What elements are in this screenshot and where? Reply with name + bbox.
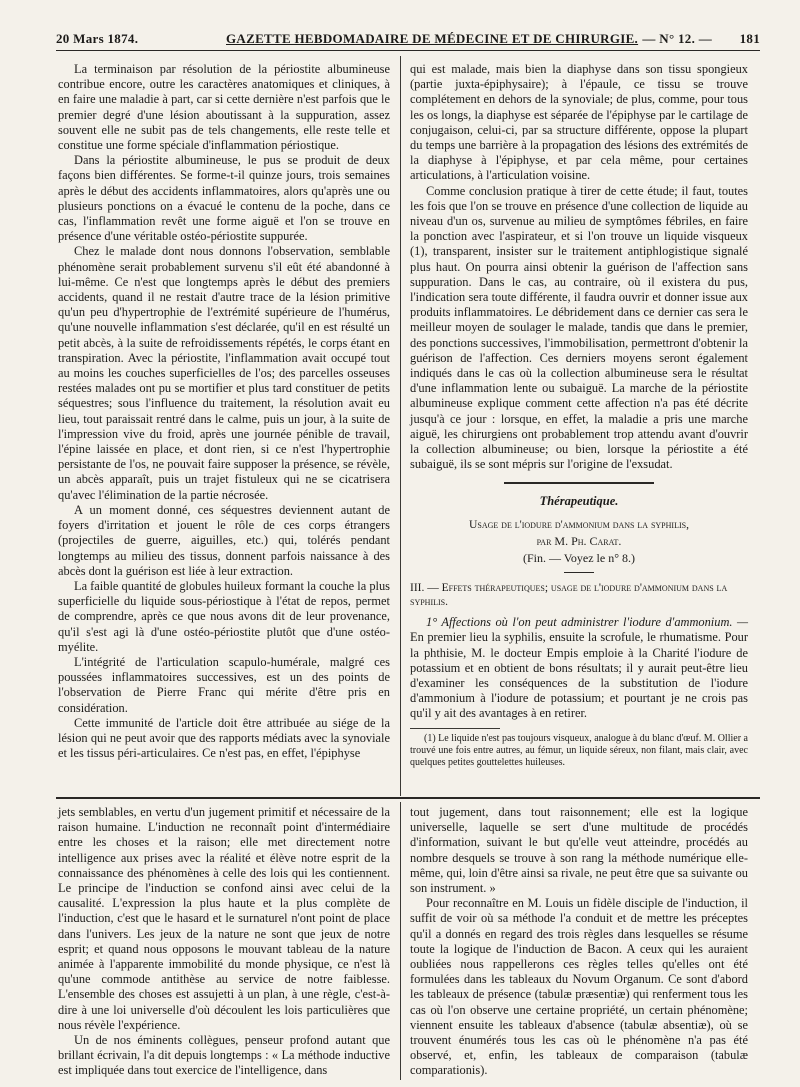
paragraph: L'intégrité de l'articulation scapulo-humérale, malgré ces poussées inflammatoires successives, est un des points de l'observation de Pierre Franc qui mérite d'être pris en considération. xyxy=(58,654,390,715)
article-continuation-note: (Fin. — Voyez le n° 8.) xyxy=(522,550,635,565)
header-issue-number: — N° 12. — xyxy=(642,31,712,46)
paragraph: La terminaison par résolution de la périostite albumineuse contribue encore, outre les caractères anatomiques et cliniques, à en faire une maladie à part, car si cette dernière n'est parfois que le premier degré d'une lésion aboutissant à la suppuration, assez souvent elle ne subit pas de tels changements, elle reste telle et constitue une forme spéciale d'inflammation périostique. xyxy=(58,62,390,153)
subsection-text: En premier lieu la syphilis, ensuite la scrofule, le rhumatisme. Pour la phthisie, M. le docteur Empis emploie à la Charité l'iodure de potassium et en obtient de bons résultats; il y aurait peut-être lieu d'examiner les conséquences de la substitution de l'iodure d'ammonium à l'iodure de potassium; et pourtant je ne crois pas qu'il y ait des avantages à en retirer. xyxy=(410,630,748,721)
column-right-bottom xyxy=(410,805,748,1079)
part-heading: III. — Effets thérapeutiques; usage de l'iodure d'ammonium dans la syphilis. xyxy=(410,582,728,609)
paragraph: A un moment donné, ces séquestres deviennent autant de foyers d'irritation et jouent le rôle de ces corps étrangers (projectiles de guerre, aiguilles, etc.) qui, tolérés pendant longtemps au milieu des tissus, donnent parfois naissance à des abcès dont la guérison est liée à leur extraction. xyxy=(58,502,390,578)
column-left-top xyxy=(58,62,390,761)
paragraph: Cette immunité de l'article doit être attribuée au siége de la lésion qui ne peut avoir que des rapports médiats avec la synoviale et les tissus péri-articulaires. Ce n'est pas, en effet, l'épiphyse xyxy=(58,715,390,761)
paragraph: Pour reconnaître en M. Louis un fidèle disciple de l'induction, il suffit de voir où sa méthode l'a conduit et de mettre les préceptes qu'il a donnés en regard des trois règles dans lesquelles se résume toute la logique de l'induction de Bacon. A ceux qui les auraient oubliées nous rappellerons ces règles telles qu'elles ont été formulées dans les tableaux du Novum Organum. Ce sont d'abord les tableaux de présence (tabulæ præsentiæ) qui renferment tous les cas où l'on observe une certaine propriété, un certain phénomène; viennent ensuite les tableaux d'absence (tabulæ absentiæ), où se trouvent énumérés tous les cas où le phénomène n'a pas été observé, et, enfin, les tableaux de comparaison (tabulæ comparationis). xyxy=(410,896,748,1078)
footnote-rule xyxy=(410,728,500,729)
header-title: GAZETTE HEBDOMADAIRE DE MÉDECINE ET DE CHIRURGIE. xyxy=(226,31,639,46)
paragraph: Un de nos éminents collègues, penseur profond autant que brillant écrivain, l'a dit depuis longtemps : « La méthode inductive est impliquée dans tout exercice de l'intelligence, dans xyxy=(58,1033,390,1078)
paragraph: tout jugement, dans tout raisonnement; elle est la logique universelle, laquelle se sert d'une multitude de procédés d'information, suivant le but qu'elle veut atteindre, procédés au nombre desquels se trouve à son rang la méthode numérique elle-même, qui, loin d'être ainsi sa rivale, ne peut être que sa suivante ou son instrument. » xyxy=(410,805,748,896)
article-author: par M. Ph. Carat. xyxy=(536,533,622,548)
section-separator xyxy=(56,797,760,799)
paragraph: La faible quantité de globules huileux formant la couche la plus superficielle du liquide sous-périostique à l'état de repos, permet de comprendre, après ce que nous avons dit de leur provenance, qu'il s'est agi là d'une ostéo-périostite plutôt que d'une ostéo-myélite. xyxy=(58,578,390,654)
column-divider-top xyxy=(400,56,401,796)
subsection-heading: 1° Affections où l'on peut administrer l'iodure d'ammonium. — xyxy=(426,615,748,630)
paragraph: Chez le malade dont nous donnons l'observation, semblable phénomène serait probablement survenu s'il eût été abandonné à lui-même. Ce n'est que longtemps après le début des premiers accidents, quand il ne restait d'autre trace de la lésion primitive qu'un peu d'hypertrophie de l'extrémité supérieure de l'humérus, qu'une nouvelle inflammation s'est déclarée, qu'il en est résulté un petit abcès, à la suite de refroidissements répétés, le corps étant en transpiration. Avec la périostite, l'inflammation avait occupé tout au moins les couches superficielles de l'os; des parcelles osseuses restées malades ont pu se mortifier et plus tard constituer de petits séquestres; sous l'influence du traitement, la résolution avait eu lieu, tout paraissait rentré dans le calme, puis un jour, à la suite de l'impression vive du froid, après une journée pénible de travail, l'épine laissée en place, et dont rien, si ce n'est l'hypertrophie persistante de l'os, ne pouvait faire supposer la présence, se révèle, un abcès apparaît, puis un trajet fistuleux qui ne se cicatrisera qu'avec l'élimination de la partie nécrosée. xyxy=(58,244,390,502)
subsection-paragraph xyxy=(410,615,748,721)
header-page-number: 181 xyxy=(739,31,760,46)
footnote: (1) Le liquide n'est pas toujours visqueux, analogue à du blanc d'œuf. M. Ollier a trouvé une fois entre autres, au fémur, un liquide séreux, non filant, mais clair, avec quelques petites gouttelettes huileuses. xyxy=(410,732,748,768)
article-title: Usage de l'iodure d'ammonium dans la syphilis, xyxy=(469,517,689,531)
paragraph: Dans la périostite albumineuse, le pus se produit de deux façons bien différentes. Se forme-t-il quinze jours, trois semaines après le début des accidents inflammatoires, alors qu'après une ou plusieurs ponctions on a évacué le contenu de la poche, dans ce cas, l'inflammation revêt une forme aiguë et l'on se trouve en présence d'une véritable ostéo-périostite suppurée. xyxy=(58,153,390,244)
column-divider-bottom xyxy=(400,802,401,1080)
paragraph: qui est malade, mais bien la diaphyse dans son tissu spongieux (partie juxta-épiphysaire); à l'épaule, ce tissu se trouve complétement en dehors de la synoviale; de plus, comme, pour tous les os longs, la diaphyse est séparée de l'épiphyse par le cartilage de conjugaison, celui-ci, par sa structure différente, oppose la plupart du temps une barrière à la propagation des lésions des extrémités de la diaphyse à l'épiphyse, et par cela même, pour certaines articulations, à l'articulation voisine. xyxy=(410,62,748,183)
paragraph: jets semblables, en vertu d'un jugement primitif et nécessaire de la raison humaine. L'induction ne reconnaît point d'intermédiaire entre les choses et la raison; elle met directement notre intelligence aux prises avec la réalité et élève notre esprit de la connaissance des phénomènes à celle des lois qui les contiennent. Le principe de l'induction se confond ainsi avec celui de la causalité. L'expression la plus haute et la plus complète de l'induction, c'est que le hasard et le surnaturel n'ont point de place dans l'univers. Les jeux de la nature ne sont que jeux de notre esprit; et quand nous opposons le mouvant tableau de la nature animée à l'apparente immobilité du monde physique, ce n'est là qu'une commode antithèse au service de notre faiblesse. L'ensemble des choses est assujetti à un plan, à une règle, c'est-à-dire à une loi universelle d'où découlent les lois particulières que nous révèle l'expérience. xyxy=(58,805,390,1032)
section-rule xyxy=(504,482,654,484)
column-right-top xyxy=(410,62,748,769)
header-date: 20 Mars 1874. xyxy=(56,31,139,46)
header-rule xyxy=(56,50,760,51)
column-left-bottom xyxy=(58,805,390,1079)
section-title: Thérapeutique. xyxy=(539,494,619,509)
page-header xyxy=(56,28,760,50)
paragraph: Comme conclusion pratique à tirer de cette étude; il faut, toutes les fois que l'on se trouve en présence d'une collection de liquide au niveau d'un os, survenue au milieu de symptômes fébriles, en faire la ponction avec l'aspirateur, et si l'on trouve un liquide visqueux (1), transparent, insister sur le traitement antiphlogistique signalé plus haut. On pourra ainsi obtenir la guérison de l'affection sans suppuration. Dans le cas, au contraire, où il existera du pus, l'indication sera toute différente, il faudra ouvrir et donner issue aux produits inflammatoires. Le débridement dans ce dernier cas sera le meilleur moyen de soulager le malade, tandis que dans le premier, des ponctions successives, l'immobilisation, permettront d'obtenir la guérison de l'affection. Ces derniers moyens seront également indiqués dans le cas où la collection albumineuse sera le résultat d'une inflammation lente ou subaiguë. La marche de la périostite albumineuse explique comment cette affection n'a pas été décrite jusqu'à ce jour : lorsque, en effet, la maladie a pris une marche aiguë, les chirurgiens ont probablement trop attendu avant d'ouvrir la collection albumineuse; ou bien, lorsque la périostite a été subaiguë, ils se sont mépris sur l'origine de l'exsudat. xyxy=(410,183,748,472)
small-rule xyxy=(564,572,594,573)
